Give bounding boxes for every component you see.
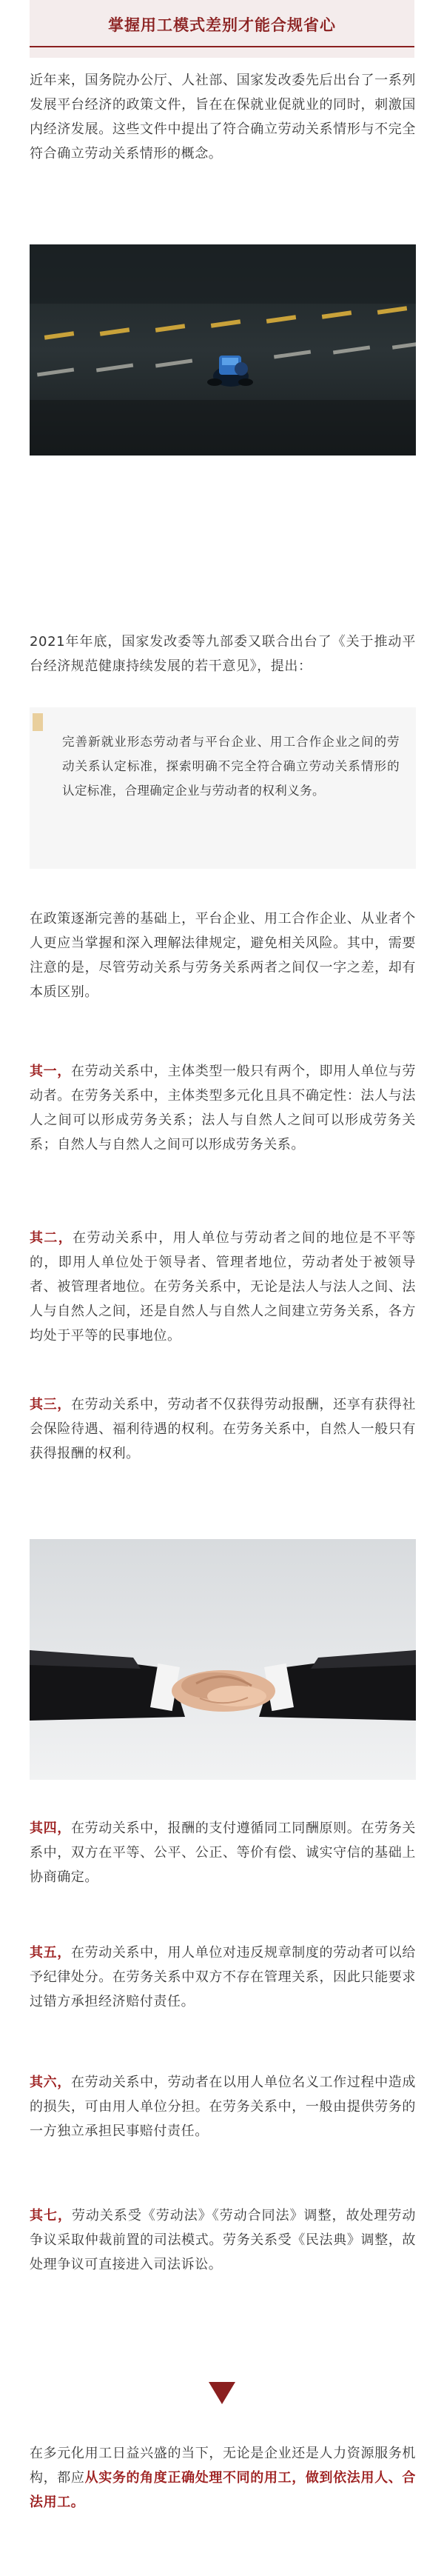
point-lead: 其一， (30, 1064, 71, 1079)
context-paragraph: 在政策逐渐完善的基础上，平台企业、用工合作企业、从业者个人更应当掌握和深入理解法律规定，避免相关风险。其中，需要注意的是，尽管劳动关系与劳务关系两者之间仅一字之差，却有本质区别。 (30, 911, 416, 1000)
handshake-photo (30, 1539, 416, 1780)
point-paragraph-1 (30, 1059, 416, 1157)
policy-quote (30, 707, 416, 869)
intro-paragraph: 近年来，国务院办公厅、人社部、国家发改委先后出台了一系列发展平台经济的政策文件，旨在在保就业促就业的同时，刺激国内经济发展。这些文件中提出了符合确立劳动关系情形与不完全符合确立劳动关系情形的概念。 (30, 73, 416, 161)
point-lead: 其四， (30, 1821, 71, 1836)
conclusion-paragraph (30, 2441, 416, 2515)
article-title: 掌握用工模式差别才能合规省心 (108, 16, 336, 34)
point-text: 在劳动关系中，用人单位对违反规章制度的劳动者可以给予纪律处分。在劳务关系中双方不存在管理关系，因此只能要求过错方承担经济赔付责任。 (30, 1945, 416, 2009)
quote-text: 完善新就业形态劳动者与平台企业、用工合作企业之间的劳动关系认定标准，探索明确不完全符合确立劳动关系情形的认定标准，合理确定企业与劳动者的权利义务。 (62, 735, 400, 798)
point-text: 在劳动关系中，劳动者不仅获得劳动报酬，还享有获得社会保险待遇、福利待遇的权利。在劳务关系中，自然人一般只有获得报酬的权利。 (30, 1397, 416, 1461)
point-text: 在劳动关系中，主体类型一般只有两个，即用人单位与劳动者。在劳务关系中，主体类型多元化且具不确定性：法人与法人之间可以形成劳务关系；法人与自然人之间可以形成劳务关系；自然人与自然人之间可以形成劳务关系。 (30, 1064, 416, 1152)
policy-paragraph: 2021年年底，国家发改委等九部委又联合出台了《关于推动平台经济规范健康持续发展的若干意见》，提出： (30, 634, 416, 674)
point-text: 在劳动关系中，用人单位与劳动者之间的地位是不平等的，即用人单位处于领导者、管理者地位，劳动者处于被领导者、被管理者地位。在劳务关系中，无论是法人与法人之间、法人与自然人之间，还是自然人与自然人之间建立劳务关系，各方均处于平等的民事地位。 (30, 1230, 416, 1344)
point-text: 在劳动关系中，报酬的支付遵循同工同酬原则。在劳务关系中，双方在平等、公平、公正、等价有偿、诚实守信的基础上协商确定。 (30, 1821, 416, 1885)
point-lead: 其二， (30, 1230, 73, 1246)
title-underline (30, 46, 414, 47)
conclusion-highlight: 从实务的角度正确处理不同的用工，做到依法用人、合法用工。 (30, 2470, 416, 2510)
point-lead: 其五， (30, 1945, 71, 1961)
conclusion-text: 在多元化用工日益兴盛的当下，无论是企业还是人力资源服务机构，都应 (30, 2446, 416, 2486)
down-arrow-icon (209, 2382, 235, 2404)
point-paragraph-4 (30, 1816, 416, 1889)
delivery-rider-photo (30, 244, 416, 456)
point-paragraph-3 (30, 1392, 416, 1466)
point-paragraph-7 (30, 2203, 416, 2277)
point-paragraph-5 (30, 1941, 416, 2014)
point-lead: 其七， (30, 2208, 72, 2223)
point-paragraph-2 (30, 1226, 416, 1348)
point-lead: 其三， (30, 1397, 71, 1412)
quote-marker (33, 713, 43, 731)
point-lead: 其六， (30, 2075, 71, 2090)
point-text: 劳动关系受《劳动法》《劳动合同法》调整，故处理劳动争议采取仲裁前置的司法模式。劳务关系受《民法典》调整，故处理争议可直接进入司法诉讼。 (30, 2208, 416, 2272)
title-banner (30, 0, 414, 58)
point-text: 在劳动关系中，劳动者在以用人单位名义工作过程中造成的损失，可由用人单位分担。在劳务关系中，一般由提供劳务的一方独立承担民事赔付责任。 (30, 2075, 416, 2139)
point-paragraph-6 (30, 2070, 416, 2143)
